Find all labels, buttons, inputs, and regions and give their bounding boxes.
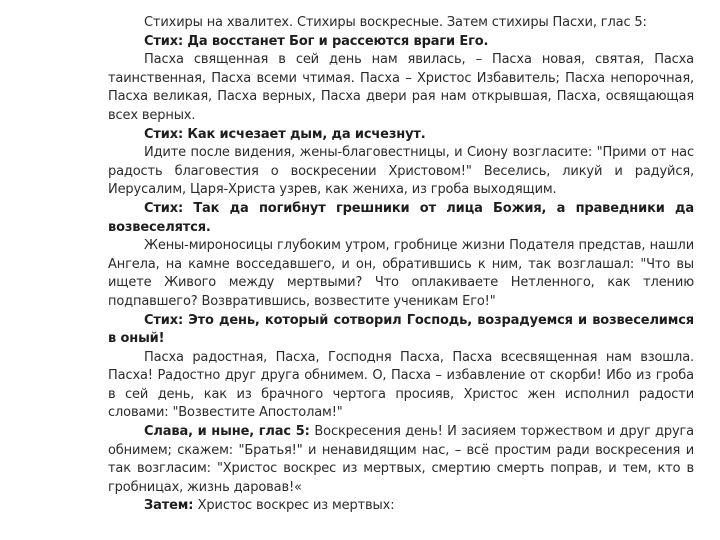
verse-1: Стих: Да восстанет Бог и рассеются враги Его.: [144, 33, 489, 49]
glory-text: Воскресения день! И засияем торжеством и друг друга обнимем; скажем: "Братья!" и ненавидящим нас, – всё простим ради воскресения и так возгласим: "Христос воскрес из мертвых, смертию смерть поправ, и тем, кто в гробницах, жизнь даровав!«: [108, 424, 694, 495]
document-text: [108, 14, 694, 516]
glory-label: Слава, и ныне, глас 5:: [144, 424, 315, 440]
stichera-4: Пасха радостная, Пасха, Господня Пасха, Пасха всесвященная нам взошла. Пасха! Радостно друг друга обнимем. О, Пасха – избавление от скорби! Ибо из гроба в сей день, как из брачного чертога просияв, Христос жен исполнил радости словами: "Возвестите Апостолам!": [108, 349, 694, 421]
stichera-3: Жены-мироносицы глубоким утром, гробнице жизни Подателя представ, нашли Ангела, на камне восседавшего, и он, обратившись к ним, так возглашал: "Что вы ищете Живого между мертвыми? Что оплакиваете Нетленного, как тлению подпавшего? Возвратившись, возвестите ученикам Его!": [108, 238, 694, 309]
paragraph-intro: Стихиры на хвалитех. Стихиры воскресные. Затем стихиры Пасхи, глас 5:: [144, 15, 647, 30]
stichera-1: Пасха священная в сей день нам явилась, – Пасха новая, святая, Пасха таинственная, Пасха всеми чтимая. Пасха – Христос Избавитель; Пасха непорочная, Пасха великая, Пасха верных, Пасха двери рая нам открывшая, Пасха, освящающая всех верных.: [108, 52, 694, 123]
verse-4: Стих: Это день, который сотворил Господь, возрадуемся и возвеселимся в оный!: [108, 312, 694, 347]
verse-2: Стих: Как исчезает дым, да исчезнут.: [144, 126, 426, 142]
then-text: Христос воскрес из мертвых:: [197, 498, 395, 514]
then-line: [108, 497, 694, 516]
verse-3: Стих: Так да погибнут грешники от лица Божия, а праведники да возвеселятся.: [108, 200, 694, 235]
then-label: Затем:: [144, 498, 198, 514]
stichera-2: Идите после видения, жены-благовестницы, и Сиону возгласите: "Прими от нас радость благовестия о воскресении Христовом!" Веселись, ликуй и радуйся, Иерусалим, Царя-Христа узрев, как жениха, из гроба выходящим.: [108, 145, 694, 198]
glory-stichera: [108, 423, 694, 497]
